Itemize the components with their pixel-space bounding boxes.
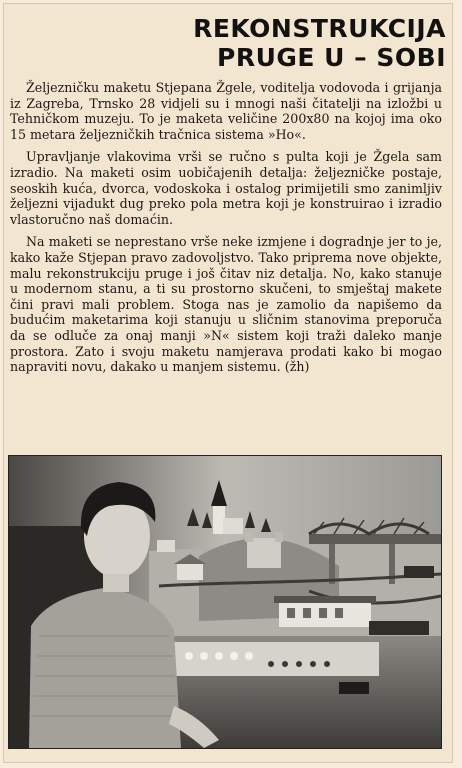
viaduct-deck	[309, 534, 441, 544]
station-window	[335, 608, 343, 618]
control-switch	[245, 652, 253, 660]
headline	[150, 14, 446, 72]
control-knob	[268, 661, 274, 667]
house	[177, 564, 203, 580]
castle-turret	[275, 532, 283, 542]
control-knob	[282, 661, 288, 667]
control-knob	[324, 661, 330, 667]
control-panel	[169, 642, 379, 676]
castle	[247, 538, 281, 568]
station-window	[303, 608, 311, 618]
viaduct-pillar	[329, 544, 335, 584]
castle-turret	[245, 532, 253, 542]
station-window	[287, 608, 295, 618]
article-paragraph-1: Željezničku maketu Stjepana Žgele, voditelja vodovoda i grijanja iz Zagreba, Trnsko 28 vidjeli su i mnogi naši čitatelji na izložbi u Tehničkom muzeju. To je maketa veličine 200x80 na kojoj ima oko 15 metara željezničkih tračnica sistema »Ho«.	[10, 80, 442, 142]
control-switch	[215, 652, 223, 660]
control-switch	[185, 652, 193, 660]
article-paragraph-3: Na maketi se neprestano vrše neke izmjene i dogradnje jer to je, kako kaže Stjepan pravo zadovoljstvo. Tako priprema nove objekte, malu rekonstrukciju pruge i još čitav niz detalja. No, kako stanuje u modernom stanu, a ti su prostorno skučeni, to smještaj makete čini pravi mali problem. Stoga nas je zamolio da napišemo da budućim maketarima koji stanuju u sličnim stanovima preporuča da se odluče za onaj manji »N« sistem koji traži daleko manje prostora. Zato i svoju maketu namjerava prodati kako bi mogao napraviti novu, dakako u manjem sistemu. (žh)	[10, 234, 442, 375]
church-nave	[223, 518, 243, 534]
man-sweater	[29, 588, 181, 748]
control-knob	[310, 661, 316, 667]
control-knob	[296, 661, 302, 667]
headline-line-2: PRUGE U – SOBI	[217, 43, 446, 72]
headline-line-1: REKONSTRUKCIJA	[193, 14, 446, 43]
station-roof	[274, 596, 376, 603]
house	[157, 540, 175, 552]
train-car	[404, 566, 434, 578]
photo-illustration	[9, 456, 441, 748]
train-car	[369, 621, 429, 635]
control-switch	[230, 652, 238, 660]
article-body	[10, 80, 442, 382]
man-neck	[103, 574, 129, 592]
article-paragraph-2: Upravljanje vlakovima vrši se ručno s pulta koji je Žgela sam izradio. Na maketi osim uobičajenih detalja: željezničke postaje, seoskih kuća, dvorca, vodoskoka i ostalog primijetili smo zanimljiv željezni vijadukt dug preko pola metra koji je konstruirao i izradio vlastoručno naš domaćin.	[10, 149, 442, 227]
control-dial	[339, 682, 369, 694]
article-photo	[8, 455, 442, 749]
control-switch	[200, 652, 208, 660]
station-window	[319, 608, 327, 618]
